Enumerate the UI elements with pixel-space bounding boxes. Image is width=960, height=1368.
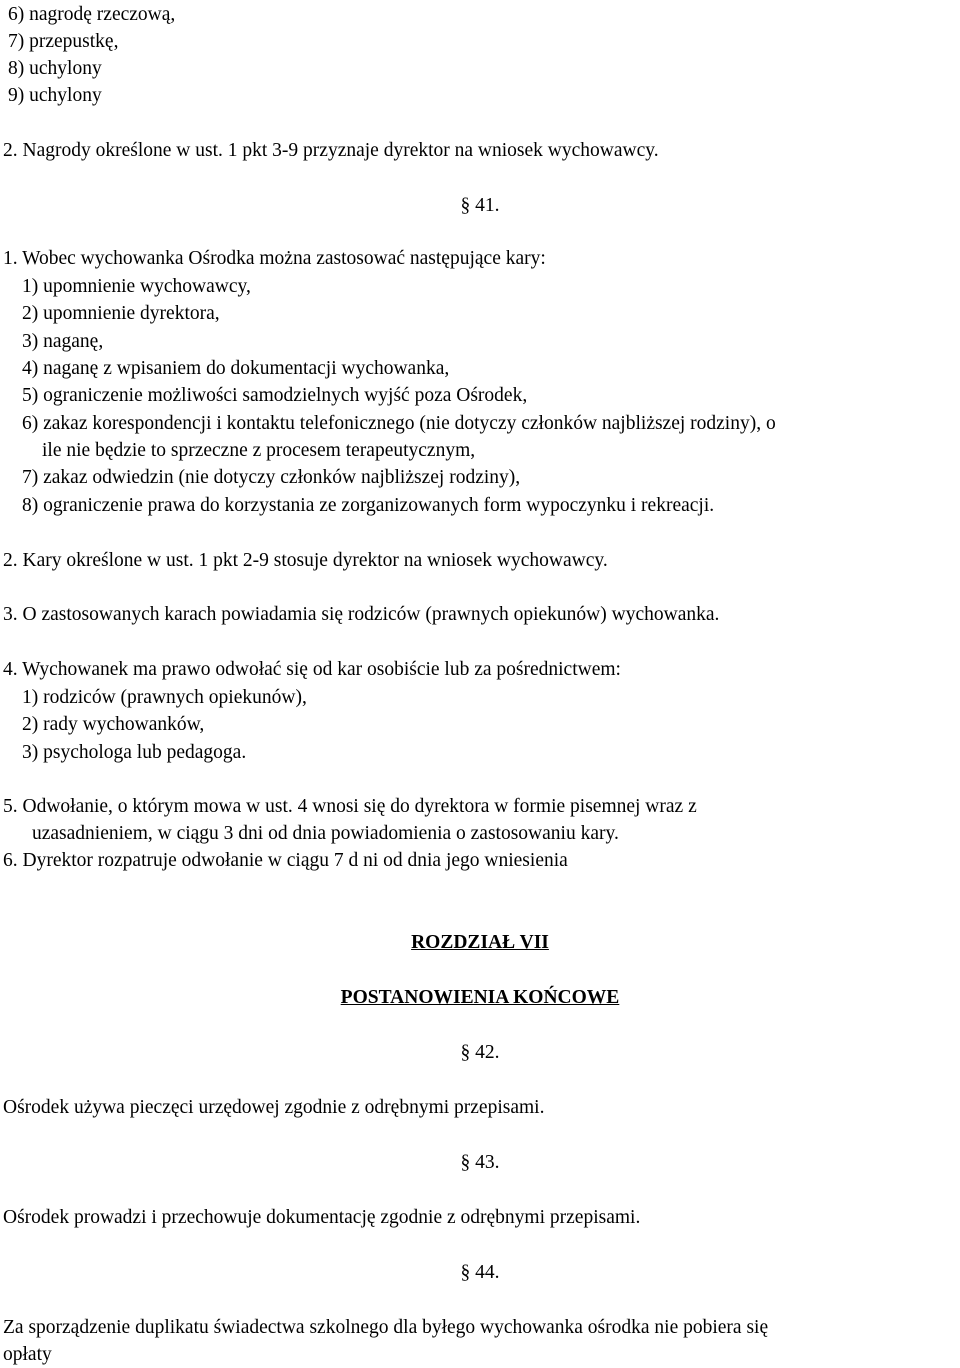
penalty-item: 8) ograniczenie prawa do korzystania ze zorganizowanych form wypoczynku i rekreacji.: [22, 495, 715, 516]
penalty-item: 3) naganę,: [22, 331, 104, 352]
award-item-8: 8) uchylony: [8, 58, 102, 79]
chapter-subtitle: POSTANOWIENIA KOŃCOWE: [340, 987, 620, 1008]
penalty-item: 5) ograniczenie możliwości samodzielnych wyjść poza Ośrodek,: [22, 385, 528, 406]
appeal-item: 3) psychologa lub pedagoga.: [22, 742, 247, 763]
penalty-item: 1) upomnienie wychowawcy,: [22, 276, 251, 297]
penalty-item: 4) naganę z wpisaniem do dokumentacji wychowanka,: [22, 358, 450, 379]
penalty-item: 6) zakaz korespondencji i kontaktu telefonicznego (nie dotyczy członków najbliższej rodziny), o: [22, 413, 776, 434]
section-43-text: Ośrodek prowadzi i przechowuje dokumentację zgodnie z odrębnymi przepisami.: [3, 1207, 641, 1228]
section-42-text: Ośrodek używa pieczęci urzędowej zgodnie z odrębnymi przepisami.: [3, 1097, 545, 1118]
penalties-intro: 1. Wobec wychowanka Ośrodka można zastosować następujące kary:: [3, 248, 546, 269]
paragraph-4-intro: 4. Wychowanek ma prawo odwołać się od kar osobiście lub za pośrednictwem:: [3, 659, 621, 680]
paragraph-2: 2. Kary określone w ust. 1 pkt 2-9 stosuje dyrektor na wniosek wychowawcy.: [3, 550, 608, 571]
section-44-marker: § 44.: [460, 1262, 500, 1283]
award-item-7: 7) przepustkę,: [8, 31, 119, 52]
paragraph-5-continuation: uzasadnieniem, w ciągu 3 dni od dnia powiadomienia o zastosowaniu kary.: [32, 823, 619, 844]
section-43-marker: § 43.: [460, 1152, 500, 1173]
chapter-title: ROZDZIAŁ VII: [411, 932, 549, 953]
section-44-text-continuation: opłaty: [3, 1344, 52, 1365]
award-item-9: 9) uchylony: [8, 85, 102, 106]
paragraph-6: 6. Dyrektor rozpatruje odwołanie w ciągu 7 d ni od dnia jego wniesienia: [3, 850, 568, 871]
section-42-marker: § 42.: [460, 1042, 500, 1063]
section-44-text: Za sporządzenie duplikatu świadectwa szkolnego dla byłego wychowanka ośrodka nie pobiera się: [3, 1317, 769, 1338]
section-41-marker: § 41.: [460, 195, 500, 216]
paragraph-3: 3. O zastosowanych karach powiadamia się rodziców (prawnych opiekunów) wychowanka.: [3, 604, 720, 625]
award-item-6: 6) nagrodę rzeczową,: [8, 4, 176, 25]
appeal-item: 1) rodziców (prawnych opiekunów),: [22, 687, 307, 708]
penalty-item: 7) zakaz odwiedzin (nie dotyczy członków najbliższej rodziny),: [22, 467, 521, 488]
paragraph-5: 5. Odwołanie, o którym mowa w ust. 4 wnosi się do dyrektora w formie pisemnej wraz z: [3, 796, 697, 817]
award-paragraph-2: 2. Nagrody określone w ust. 1 pkt 3-9 przyznaje dyrektor na wniosek wychowawcy.: [3, 140, 659, 161]
penalty-item-continuation: ile nie będzie to sprzeczne z procesem terapeutycznym,: [42, 440, 476, 461]
appeal-item: 2) rady wychowanków,: [22, 714, 205, 735]
penalty-item: 2) upomnienie dyrektora,: [22, 303, 220, 324]
